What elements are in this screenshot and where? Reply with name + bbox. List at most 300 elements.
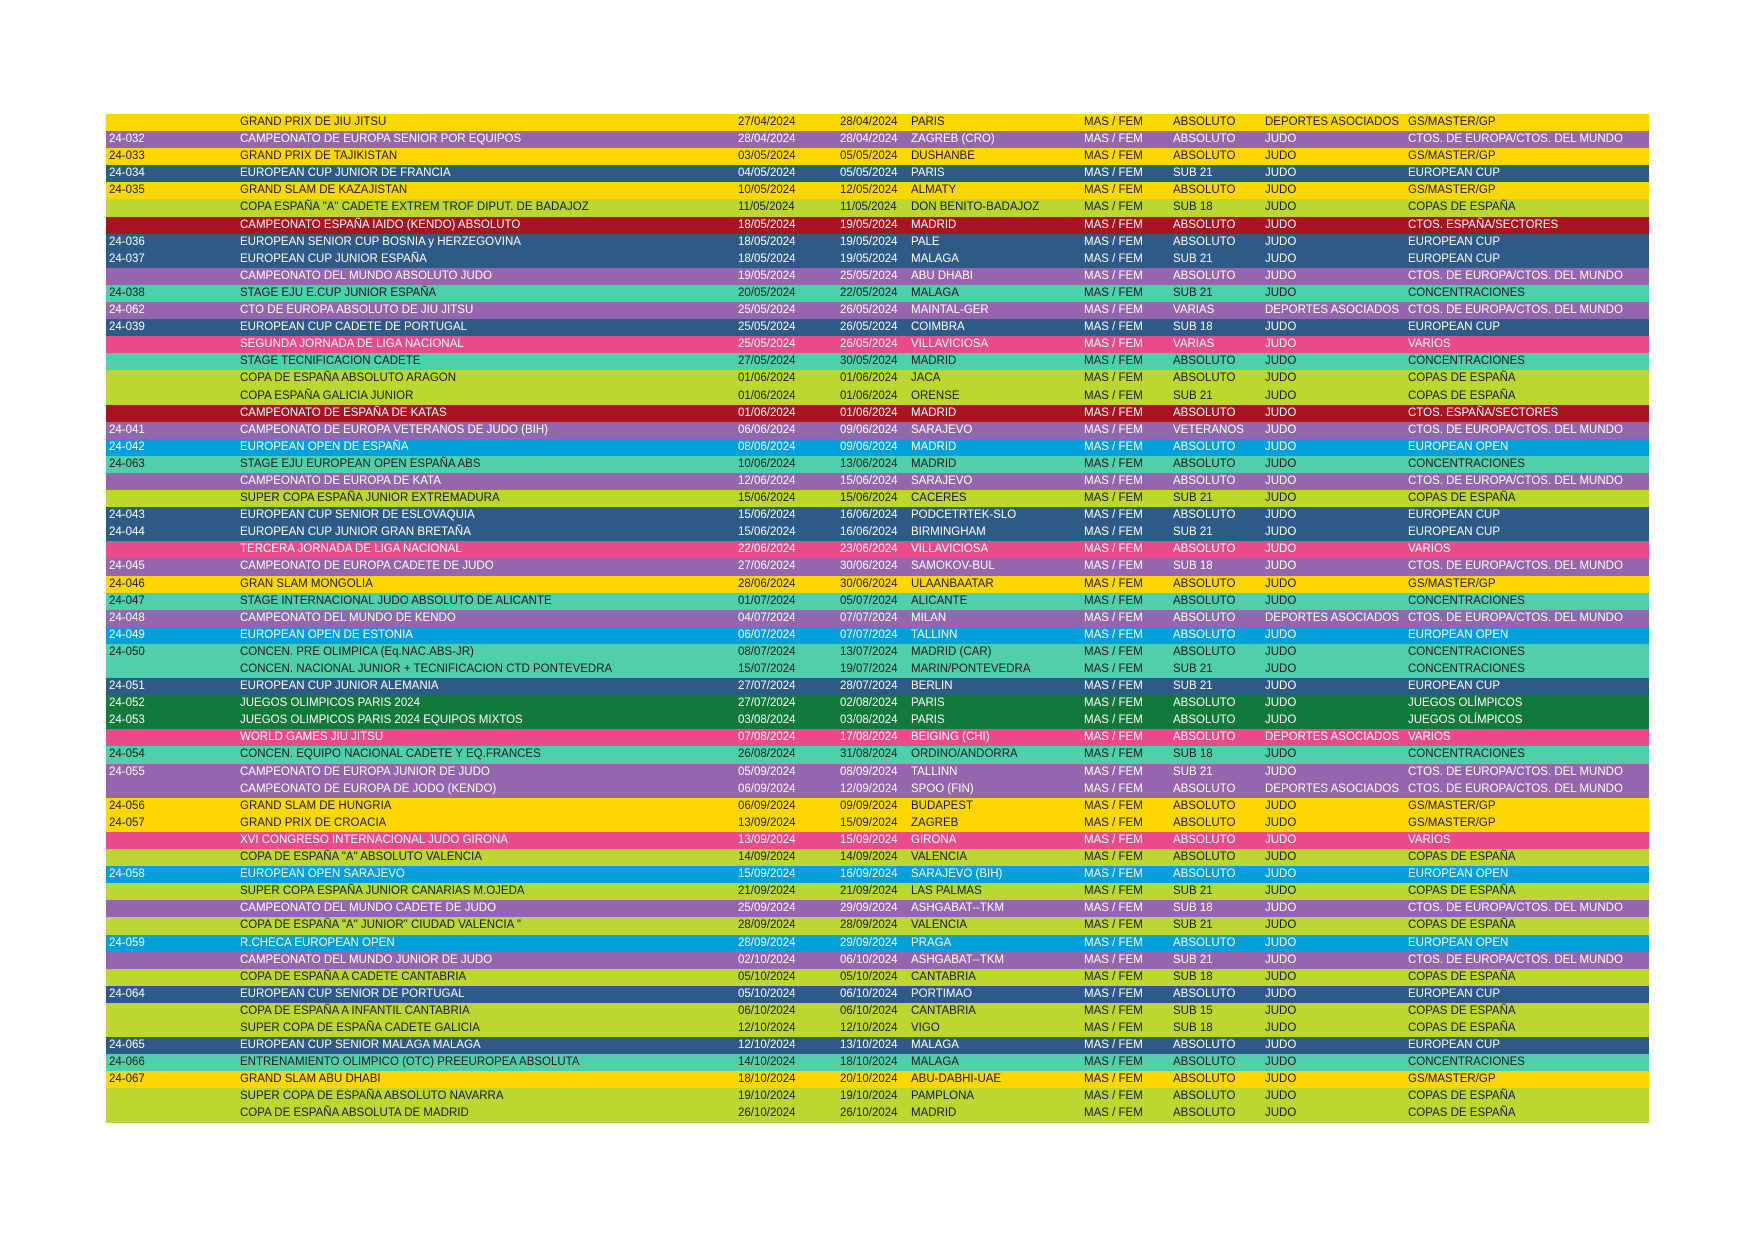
table-row xyxy=(106,832,1649,849)
event-type: COPAS DE ESPAÑA xyxy=(1408,492,1516,505)
event-start-date: 04/05/2024 xyxy=(738,167,796,180)
event-end-date: 19/10/2024 xyxy=(840,1090,898,1103)
event-end-date: 30/05/2024 xyxy=(840,355,898,368)
event-end-date: 14/09/2024 xyxy=(840,851,898,864)
event-start-date: 25/05/2024 xyxy=(738,321,796,334)
event-city: CANTABRIA xyxy=(911,1004,976,1017)
table-row xyxy=(106,781,1649,798)
event-discipline: JUDO xyxy=(1265,697,1297,710)
event-start-date: 01/06/2024 xyxy=(738,389,796,402)
table-row xyxy=(106,627,1649,644)
event-discipline: JUDO xyxy=(1265,389,1297,402)
event-city: PALE xyxy=(911,235,940,248)
event-category: ABSOLUTO xyxy=(1173,1039,1236,1052)
event-gender: MAS / FEM xyxy=(1084,611,1143,624)
event-gender: MAS / FEM xyxy=(1084,560,1143,573)
event-city: VIGO xyxy=(911,1021,940,1034)
event-category: SUB 18 xyxy=(1173,1021,1213,1034)
event-name: CAMPEONATO DE EUROPA VETERANOS DE JUDO (BIH) xyxy=(240,423,548,436)
event-discipline: DEPORTES ASOCIADOS xyxy=(1265,731,1399,744)
table-row xyxy=(106,644,1649,661)
event-start-date: 12/10/2024 xyxy=(738,1021,796,1034)
event-name: EUROPEAN CUP JUNIOR DE FRANCIA xyxy=(240,167,451,180)
event-code: 24-038 xyxy=(109,286,145,299)
event-end-date: 16/06/2024 xyxy=(840,509,898,522)
event-city: SARAJEVO xyxy=(911,423,973,436)
event-name: COPA DE ESPAÑA A INFANTIL CANTABRIA xyxy=(240,1004,470,1017)
event-name: GRAND PRIX DE TAJIKISTAN xyxy=(240,150,398,163)
table-row xyxy=(106,319,1649,336)
event-start-date: 06/07/2024 xyxy=(738,628,796,641)
event-gender: MAS / FEM xyxy=(1084,1039,1143,1052)
event-discipline: JUDO xyxy=(1265,680,1297,693)
event-city: BIRMINGHAM xyxy=(911,526,986,539)
event-start-date: 13/09/2024 xyxy=(738,816,796,829)
event-type: EUROPEAN CUP xyxy=(1408,235,1501,248)
event-category: ABSOLUTO xyxy=(1173,833,1236,846)
event-discipline: JUDO xyxy=(1265,1090,1297,1103)
event-code: 24-059 xyxy=(109,936,145,949)
event-end-date: 21/09/2024 xyxy=(840,885,898,898)
event-code: 24-035 xyxy=(109,184,145,197)
event-category: ABSOLUTO xyxy=(1173,406,1236,419)
event-category: ABSOLUTO xyxy=(1173,269,1236,282)
event-discipline: JUDO xyxy=(1265,560,1297,573)
event-start-date: 26/08/2024 xyxy=(738,748,796,761)
event-name: CAMPEONATO DEL MUNDO ABSOLUTO JUDO xyxy=(240,269,492,282)
event-end-date: 12/05/2024 xyxy=(840,184,898,197)
event-code: 24-049 xyxy=(109,628,145,641)
table-row xyxy=(106,302,1649,319)
table-row xyxy=(106,678,1649,695)
event-end-date: 28/09/2024 xyxy=(840,919,898,932)
event-end-date: 09/09/2024 xyxy=(840,799,898,812)
table-row xyxy=(106,1105,1649,1122)
table-row xyxy=(106,798,1649,815)
event-category: ABSOLUTO xyxy=(1173,577,1236,590)
event-gender: MAS / FEM xyxy=(1084,492,1143,505)
event-start-date: 18/10/2024 xyxy=(738,1073,796,1086)
event-start-date: 13/09/2024 xyxy=(738,833,796,846)
event-code: 24-048 xyxy=(109,611,145,624)
event-city: ABU-DABHI-UAE xyxy=(911,1073,1002,1086)
event-end-date: 05/10/2024 xyxy=(840,970,898,983)
event-start-date: 01/07/2024 xyxy=(738,594,796,607)
event-end-date: 30/06/2024 xyxy=(840,577,898,590)
event-type: EUROPEAN CUP xyxy=(1408,321,1501,334)
event-category: SUB 21 xyxy=(1173,885,1213,898)
event-end-date: 01/06/2024 xyxy=(840,389,898,402)
event-name: GRAND PRIX DE CROACIA xyxy=(240,816,387,829)
event-type: VARIOS xyxy=(1408,833,1451,846)
event-type: COPAS DE ESPAÑA xyxy=(1408,1021,1516,1034)
event-start-date: 07/08/2024 xyxy=(738,731,796,744)
event-category: VARIAS xyxy=(1173,304,1215,317)
event-discipline: JUDO xyxy=(1265,799,1297,812)
event-end-date: 06/10/2024 xyxy=(840,987,898,1000)
event-category: SUB 15 xyxy=(1173,1004,1213,1017)
event-name: CONCEN. EQUIPO NACIONAL CADETE Y EQ.FRANCES xyxy=(240,748,541,761)
event-end-date: 20/10/2024 xyxy=(840,1073,898,1086)
event-code: 24-063 xyxy=(109,457,145,470)
event-name: SUPER COPA DE ESPAÑA CADETE GALICIA xyxy=(240,1021,480,1034)
event-gender: MAS / FEM xyxy=(1084,645,1143,658)
event-start-date: 18/05/2024 xyxy=(738,252,796,265)
table-row xyxy=(106,524,1649,541)
event-type: EUROPEAN OPEN xyxy=(1408,868,1509,881)
event-name: EUROPEAN CUP SENIOR DE ESLOVAQUIA xyxy=(240,509,475,522)
event-start-date: 15/06/2024 xyxy=(738,526,796,539)
event-name: SUPER COPA DE ESPAÑA ABSOLUTO NAVARRA xyxy=(240,1090,504,1103)
event-category: ABSOLUTO xyxy=(1173,372,1236,385)
event-end-date: 23/06/2024 xyxy=(840,543,898,556)
event-category: ABSOLUTO xyxy=(1173,1056,1236,1069)
event-discipline: JUDO xyxy=(1265,133,1297,146)
event-type: CONCENTRACIONES xyxy=(1408,663,1525,675)
event-name: GRAND SLAM ABU DHABI xyxy=(240,1073,381,1086)
event-discipline: JUDO xyxy=(1265,902,1297,915)
table-row xyxy=(106,1003,1649,1020)
event-name: CAMPEONATO DEL MUNDO JUNIOR DE JUDO xyxy=(240,953,493,966)
event-gender: MAS / FEM xyxy=(1084,1004,1143,1017)
event-code: 24-067 xyxy=(109,1073,145,1086)
event-start-date: 18/05/2024 xyxy=(738,235,796,248)
event-discipline: JUDO xyxy=(1265,218,1297,231)
event-name: SUPER COPA ESPAÑA JUNIOR EXTREMADURA xyxy=(240,492,500,505)
event-category: ABSOLUTO xyxy=(1173,936,1236,949)
event-type: CTOS. DE EUROPA/CTOS. DEL MUNDO xyxy=(1408,133,1623,146)
event-type: GS/MASTER/GP xyxy=(1408,799,1496,812)
event-gender: MAS / FEM xyxy=(1084,1056,1143,1069)
event-category: ABSOLUTO xyxy=(1173,218,1236,231)
event-city: MALAGA xyxy=(911,1056,959,1069)
event-category: SUB 21 xyxy=(1173,765,1213,778)
event-start-date: 06/09/2024 xyxy=(738,782,796,795)
event-city: COIMBRA xyxy=(911,321,965,334)
table-row xyxy=(106,1088,1649,1105)
event-discipline: JUDO xyxy=(1265,269,1297,282)
event-type: EUROPEAN CUP xyxy=(1408,167,1501,180)
event-name: ENTRENAMIENTO OLIMPICO (OTC) PREEUROPEA ABSOLUTA xyxy=(240,1056,580,1069)
event-code: 24-032 xyxy=(109,133,145,146)
event-start-date: 20/05/2024 xyxy=(738,286,796,299)
table-row xyxy=(106,917,1649,934)
event-city: CACERES xyxy=(911,492,967,505)
event-discipline: JUDO xyxy=(1265,286,1297,299)
event-city: MADRID xyxy=(911,218,957,231)
table-row xyxy=(106,217,1649,234)
event-name: EUROPEAN CUP JUNIOR GRAN BRETAÑA xyxy=(240,526,471,539)
event-type: COPAS DE ESPAÑA xyxy=(1408,1107,1516,1120)
table-row xyxy=(106,148,1649,165)
event-gender: MAS / FEM xyxy=(1084,663,1143,675)
event-gender: MAS / FEM xyxy=(1084,919,1143,932)
event-type: CONCENTRACIONES xyxy=(1408,1056,1525,1069)
table-row xyxy=(106,610,1649,627)
event-start-date: 15/06/2024 xyxy=(738,509,796,522)
event-gender: MAS / FEM xyxy=(1084,372,1143,385)
event-gender: MAS / FEM xyxy=(1084,543,1143,556)
event-gender: MAS / FEM xyxy=(1084,286,1143,299)
event-discipline: JUDO xyxy=(1265,1021,1297,1034)
event-gender: MAS / FEM xyxy=(1084,953,1143,966)
event-discipline: DEPORTES ASOCIADOS xyxy=(1265,611,1399,624)
event-code: 24-065 xyxy=(109,1039,145,1052)
event-type: CTOS. ESPAÑA/SECTORES xyxy=(1408,406,1559,419)
event-gender: MAS / FEM xyxy=(1084,816,1143,829)
event-category: ABSOLUTO xyxy=(1173,868,1236,881)
event-end-date: 26/05/2024 xyxy=(840,321,898,334)
event-category: SUB 18 xyxy=(1173,560,1213,573)
event-category: ABSOLUTO xyxy=(1173,457,1236,470)
event-name: EUROPEAN CUP SENIOR MALAGA MALAGA xyxy=(240,1039,481,1052)
table-row xyxy=(106,661,1649,678)
event-end-date: 16/09/2024 xyxy=(840,868,898,881)
event-type: GS/MASTER/GP xyxy=(1408,577,1496,590)
event-category: SUB 21 xyxy=(1173,492,1213,505)
event-start-date: 25/05/2024 xyxy=(738,338,796,351)
event-gender: MAS / FEM xyxy=(1084,321,1143,334)
event-type: COPAS DE ESPAÑA xyxy=(1408,372,1516,385)
event-discipline: JUDO xyxy=(1265,150,1297,163)
event-city: CANTABRIA xyxy=(911,970,976,983)
event-start-date: 06/10/2024 xyxy=(738,1004,796,1017)
event-gender: MAS / FEM xyxy=(1084,833,1143,846)
table-row xyxy=(106,439,1649,456)
event-category: ABSOLUTO xyxy=(1173,731,1236,744)
event-city: ALMATY xyxy=(911,184,957,197)
event-start-date: 10/05/2024 xyxy=(738,184,796,197)
event-type: CONCENTRACIONES xyxy=(1408,457,1525,470)
table-row xyxy=(106,268,1649,285)
event-city: PARIS xyxy=(911,697,945,710)
event-end-date: 29/09/2024 xyxy=(840,936,898,949)
event-name: CAMPEONATO DEL MUNDO CADETE DE JUDO xyxy=(240,902,497,915)
event-discipline: JUDO xyxy=(1265,457,1297,470)
event-city: PAMPLONA xyxy=(911,1090,975,1103)
event-end-date: 19/05/2024 xyxy=(840,252,898,265)
event-category: ABSOLUTO xyxy=(1173,782,1236,795)
event-category: ABSOLUTO xyxy=(1173,714,1236,727)
event-category: SUB 18 xyxy=(1173,201,1213,214)
event-gender: MAS / FEM xyxy=(1084,440,1143,453)
event-name: STAGE EJU EUROPEAN OPEN ESPAÑA ABS xyxy=(240,457,481,470)
event-category: SUB 21 xyxy=(1173,167,1213,180)
event-end-date: 03/08/2024 xyxy=(840,714,898,727)
event-name: CAMPEONATO DE EUROPA CADETE DE JUDO xyxy=(240,560,494,573)
event-category: ABSOLUTO xyxy=(1173,628,1236,641)
event-city: SAMOKOV-BUL xyxy=(911,560,995,573)
table-row xyxy=(106,541,1649,558)
event-category: ABSOLUTO xyxy=(1173,509,1236,522)
event-code: 24-033 xyxy=(109,150,145,163)
event-code: 24-037 xyxy=(109,252,145,265)
event-start-date: 10/06/2024 xyxy=(738,457,796,470)
event-name: GRAND PRIX DE JIU JITSU xyxy=(240,116,387,128)
event-city: DON BENITO-BADAJOZ xyxy=(911,201,1040,214)
event-name: CAMPEONATO DE EUROPA DE KATA xyxy=(240,474,441,487)
event-start-date: 05/10/2024 xyxy=(738,987,796,1000)
event-gender: MAS / FEM xyxy=(1084,457,1143,470)
event-discipline: JUDO xyxy=(1265,714,1297,727)
table-row xyxy=(106,969,1649,986)
event-end-date: 12/10/2024 xyxy=(840,1021,898,1034)
event-city: ORENSE xyxy=(911,389,960,402)
event-gender: MAS / FEM xyxy=(1084,338,1143,351)
event-end-date: 09/06/2024 xyxy=(840,440,898,453)
event-type: EUROPEAN CUP xyxy=(1408,509,1501,522)
event-category: ABSOLUTO xyxy=(1173,543,1236,556)
event-name: GRAN SLAM MONGOLIA xyxy=(240,577,373,590)
event-end-date: 01/06/2024 xyxy=(840,406,898,419)
event-end-date: 06/10/2024 xyxy=(840,1004,898,1017)
event-end-date: 01/06/2024 xyxy=(840,372,898,385)
event-name: R.CHECA EUROPEAN OPEN xyxy=(240,936,395,949)
event-code: 24-052 xyxy=(109,697,145,710)
event-end-date: 13/06/2024 xyxy=(840,457,898,470)
event-city: PARIS xyxy=(911,116,945,128)
table-row xyxy=(106,764,1649,781)
event-gender: MAS / FEM xyxy=(1084,594,1143,607)
event-discipline: JUDO xyxy=(1265,526,1297,539)
event-name: CAMPEONATO ESPAÑA IAIDO (KENDO) ABSOLUTO xyxy=(240,218,521,231)
event-gender: MAS / FEM xyxy=(1084,133,1143,146)
event-discipline: JUDO xyxy=(1265,1107,1297,1120)
event-category: ABSOLUTO xyxy=(1173,645,1236,658)
event-gender: MAS / FEM xyxy=(1084,406,1143,419)
event-name: JUEGOS OLIMPICOS PARIS 2024 EQUIPOS MIXTOS xyxy=(240,714,523,727)
event-gender: MAS / FEM xyxy=(1084,389,1143,402)
event-name: EUROPEAN OPEN DE ESTONIA xyxy=(240,628,413,641)
event-city: ASHGABAT--TKM xyxy=(911,953,1005,966)
event-start-date: 14/10/2024 xyxy=(738,1056,796,1069)
event-name: COPA DE ESPAÑA ABSOLUTO ARAGON xyxy=(240,372,457,385)
event-gender: MAS / FEM xyxy=(1084,269,1143,282)
event-category: ABSOLUTO xyxy=(1173,816,1236,829)
event-end-date: 13/07/2024 xyxy=(840,645,898,658)
event-type: COPAS DE ESPAÑA xyxy=(1408,1090,1516,1103)
event-type: GS/MASTER/GP xyxy=(1408,816,1496,829)
table-row xyxy=(106,866,1649,883)
event-discipline: JUDO xyxy=(1265,1039,1297,1052)
event-name: STAGE INTERNACIONAL JUDO ABSOLUTO DE ALICANTE xyxy=(240,594,552,607)
event-end-date: 16/06/2024 xyxy=(840,526,898,539)
event-end-date: 06/10/2024 xyxy=(840,953,898,966)
table-row xyxy=(106,849,1649,866)
event-end-date: 31/08/2024 xyxy=(840,748,898,761)
event-category: SUB 21 xyxy=(1173,286,1213,299)
event-start-date: 05/09/2024 xyxy=(738,765,796,778)
event-gender: MAS / FEM xyxy=(1084,1107,1143,1120)
event-city: ASHGABAT--TKM xyxy=(911,902,1005,915)
table-row xyxy=(106,114,1649,131)
event-discipline: JUDO xyxy=(1265,235,1297,248)
event-type: JUEGOS OLÍMPICOS xyxy=(1408,714,1523,727)
event-type: VARIOS xyxy=(1408,338,1451,351)
table-row xyxy=(106,473,1649,490)
event-start-date: 11/05/2024 xyxy=(738,201,795,214)
event-city: VALENCIA xyxy=(911,851,968,864)
event-start-date: 28/09/2024 xyxy=(738,936,796,949)
event-category: SUB 21 xyxy=(1173,389,1213,402)
event-gender: MAS / FEM xyxy=(1084,680,1143,693)
event-name: XVI CONGRESO INTERNACIONAL JUDO GIRONA xyxy=(240,833,508,846)
event-end-date: 28/07/2024 xyxy=(840,680,898,693)
event-start-date: 08/07/2024 xyxy=(738,645,796,658)
event-end-date: 15/09/2024 xyxy=(840,816,898,829)
event-end-date: 26/05/2024 xyxy=(840,304,898,317)
event-category: ABSOLUTO xyxy=(1173,1073,1236,1086)
event-category: ABSOLUTO xyxy=(1173,799,1236,812)
event-city: MADRID xyxy=(911,457,957,470)
event-city: PODCETRTEK-SLO xyxy=(911,509,1017,522)
event-name: CAMPEONATO DE EUROPA SENIOR POR EQUIPOS xyxy=(240,133,522,146)
event-discipline: JUDO xyxy=(1265,868,1297,881)
event-city: TALLINN xyxy=(911,628,958,641)
event-name: EUROPEAN CUP JUNIOR ALEMANIA xyxy=(240,680,439,693)
event-name: EUROPEAN CUP JUNIOR ESPAÑA xyxy=(240,252,427,265)
table-row xyxy=(106,182,1649,199)
event-gender: MAS / FEM xyxy=(1084,526,1143,539)
event-category: ABSOLUTO xyxy=(1173,987,1236,1000)
event-city: PARIS xyxy=(911,714,945,727)
event-end-date: 13/10/2024 xyxy=(840,1039,898,1052)
event-name: WORLD GAMES JIU JITSU xyxy=(240,731,384,744)
event-start-date: 15/09/2024 xyxy=(738,868,796,881)
event-gender: MAS / FEM xyxy=(1084,474,1143,487)
event-city: ORDINO/ANDORRA xyxy=(911,748,1018,761)
event-city: TALLINN xyxy=(911,765,958,778)
event-type: EUROPEAN CUP xyxy=(1408,526,1501,539)
event-category: ABSOLUTO xyxy=(1173,184,1236,197)
event-end-date: 15/06/2024 xyxy=(840,474,898,487)
event-city: GIRONA xyxy=(911,833,957,846)
event-start-date: 21/09/2024 xyxy=(738,885,796,898)
table-row xyxy=(106,729,1649,746)
event-category: SUB 18 xyxy=(1173,748,1213,761)
event-category: SUB 21 xyxy=(1173,680,1213,693)
event-start-date: 15/06/2024 xyxy=(738,492,796,505)
event-gender: MAS / FEM xyxy=(1084,1090,1143,1103)
event-start-date: 05/10/2024 xyxy=(738,970,796,983)
event-discipline: JUDO xyxy=(1265,167,1297,180)
event-end-date: 08/09/2024 xyxy=(840,765,898,778)
event-start-date: 26/10/2024 xyxy=(738,1107,796,1120)
event-city: ZAGREB xyxy=(911,816,959,829)
event-type: COPAS DE ESPAÑA xyxy=(1408,201,1516,214)
event-start-date: 15/07/2024 xyxy=(738,663,796,675)
event-gender: MAS / FEM xyxy=(1084,150,1143,163)
event-category: ABSOLUTO xyxy=(1173,697,1236,710)
event-discipline: DEPORTES ASOCIADOS xyxy=(1265,782,1399,795)
table-row xyxy=(106,935,1649,952)
event-discipline: JUDO xyxy=(1265,936,1297,949)
event-name: EUROPEAN CUP SENIOR DE PORTUGAL xyxy=(240,987,465,1000)
event-type: CONCENTRACIONES xyxy=(1408,355,1525,368)
event-city: MALAGA xyxy=(911,252,959,265)
event-name: COPA DE ESPAÑA ABSOLUTA DE MADRID xyxy=(240,1107,469,1120)
table-row xyxy=(106,1037,1649,1054)
event-name: COPA ESPAÑA "A" CADETE EXTREM TROF DIPUT. DE BADAJOZ xyxy=(240,201,589,214)
table-row xyxy=(106,199,1649,216)
event-start-date: 27/06/2024 xyxy=(738,560,796,573)
event-gender: MAS / FEM xyxy=(1084,799,1143,812)
event-start-date: 08/06/2024 xyxy=(738,440,796,453)
event-start-date: 25/09/2024 xyxy=(738,902,796,915)
event-code: 24-044 xyxy=(109,526,145,539)
event-type: CTOS. DE EUROPA/CTOS. DEL MUNDO xyxy=(1408,269,1623,282)
event-category: ABSOLUTO xyxy=(1173,611,1236,624)
